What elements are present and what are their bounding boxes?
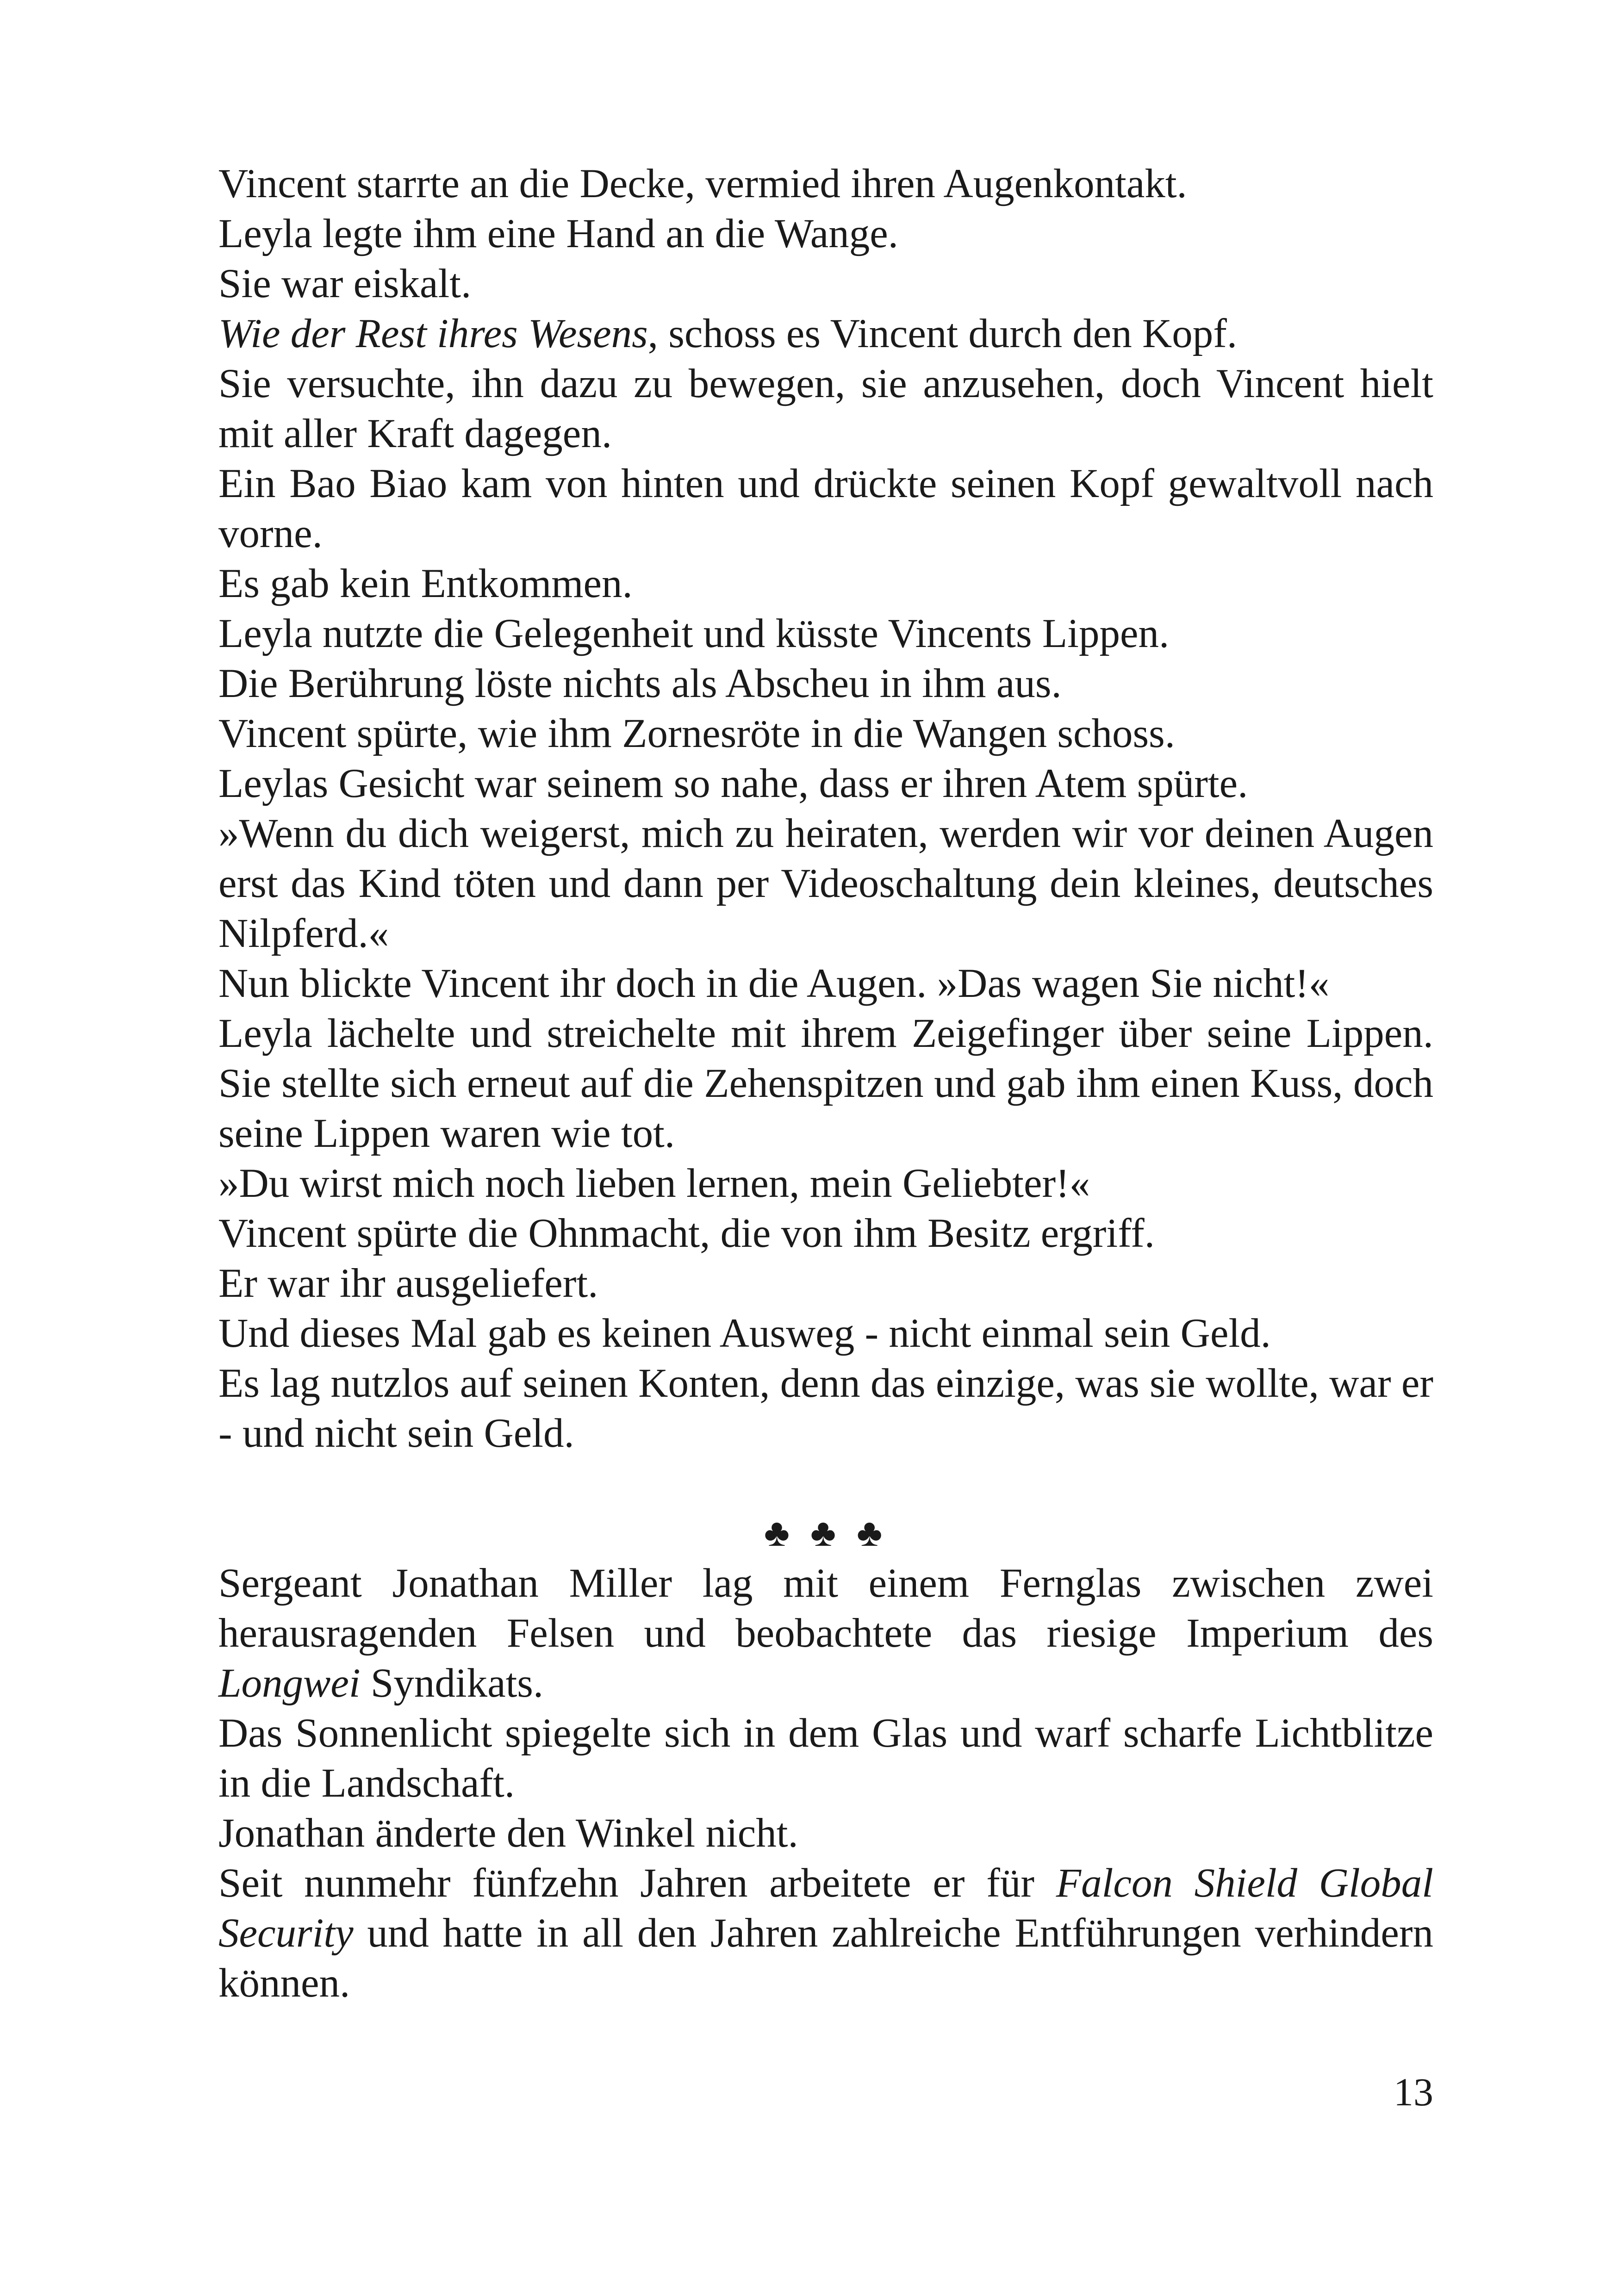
paragraph-23 bbox=[218, 1858, 1433, 2008]
body-text bbox=[218, 159, 1433, 2008]
section-separator-clubs: ♣ ♣ ♣ bbox=[764, 1512, 888, 1555]
paragraph-4-text: , schoss es Vincent durch den Kopf. bbox=[647, 311, 1238, 356]
paragraph-22: Jonathan änderte den Winkel nicht. bbox=[218, 1811, 798, 1856]
paragraph-4-italic: Wie der Rest ihres Wesens bbox=[218, 311, 648, 356]
paragraph-20 bbox=[218, 1558, 1433, 1708]
paragraph-15: »Du wirst mich noch lieben lernen, mein Geliebter!« bbox=[218, 1161, 1090, 1206]
paragraph-21: Das Sonnenlicht spiegelte sich in dem Glas und warf scharfe Lichtblitze in die Landschaft. bbox=[218, 1711, 1433, 1806]
paragraph-7: Es gab kein Entkommen. bbox=[218, 561, 633, 606]
paragraph-23-text-before: Seit nunmehr fünfzehn Jahren arbeitete er für bbox=[218, 1860, 1056, 1906]
paragraph-3: Sie war eiskalt. bbox=[218, 261, 472, 306]
paragraph-12: »Wenn du dich weigerst, mich zu heiraten, werden wir vor deinen Augen erst das Kind töten und dann per Videoschaltung dein kleines, deutsches Nilpferd.« bbox=[218, 811, 1433, 956]
paragraph-19: Es lag nutzlos auf seinen Konten, denn das einzige, was sie wollte, war er - und nicht sein Geld. bbox=[218, 1361, 1433, 1456]
page-number: 13 bbox=[1394, 2070, 1433, 2114]
paragraph-6: Ein Bao Biao kam von hinten und drückte seinen Kopf gewaltvoll nach vorne. bbox=[218, 461, 1433, 556]
paragraph-20-text-before: Sergeant Jonathan Miller lag mit einem Fernglas zwischen zwei herausragenden Felsen und beobachtete das riesige Imperium des bbox=[218, 1561, 1433, 1656]
paragraph-11: Leylas Gesicht war seinem so nahe, dass er ihren Atem spürte. bbox=[218, 761, 1248, 806]
paragraph-8: Leyla nutzte die Gelegenheit und küsste Vincents Lippen. bbox=[218, 611, 1170, 656]
paragraph-5: Sie versuchte, ihn dazu zu bewegen, sie anzusehen, doch Vincent hielt mit aller Kraft dagegen. bbox=[218, 361, 1433, 456]
paragraph-13: Nun blickte Vincent ihr doch in die Augen. »Das wagen Sie nicht!« bbox=[218, 961, 1330, 1006]
paragraph-20-text-after: Syndikats. bbox=[360, 1661, 544, 1706]
paragraph-23-text-after: und hatte in all den Jahren zahlreiche Entführungen verhindern können. bbox=[218, 1910, 1433, 2006]
paragraph-4 bbox=[218, 309, 1433, 359]
paragraph-10: Vincent spürte, wie ihm Zornesröte in die Wangen schoss. bbox=[218, 711, 1175, 756]
paragraph-2: Leyla legte ihm eine Hand an die Wange. bbox=[218, 211, 899, 256]
paragraph-16: Vincent spürte die Ohnmacht, die von ihm Besitz ergriff. bbox=[218, 1211, 1155, 1256]
paragraph-18: Und dieses Mal gab es keinen Ausweg - nicht einmal sein Geld. bbox=[218, 1311, 1271, 1356]
paragraph-20-italic: Longwei bbox=[218, 1661, 361, 1706]
paragraph-9: Die Berührung löste nichts als Abscheu in ihm aus. bbox=[218, 661, 1062, 706]
paragraph-23-italic: Falcon Shield Global Security bbox=[218, 1860, 1434, 1956]
paragraph-17: Er war ihr ausgeliefert. bbox=[218, 1261, 598, 1306]
paragraph-14: Leyla lächelte und streichelte mit ihrem Zeigefinger über seine Lippen. Sie stellte sich erneut auf die Zehenspitzen und gab ihm einen Kuss, doch seine Lippen waren wie tot. bbox=[218, 1011, 1433, 1156]
paragraph-1: Vincent starrte an die Decke, vermied ihren Augenkontakt. bbox=[218, 161, 1187, 206]
